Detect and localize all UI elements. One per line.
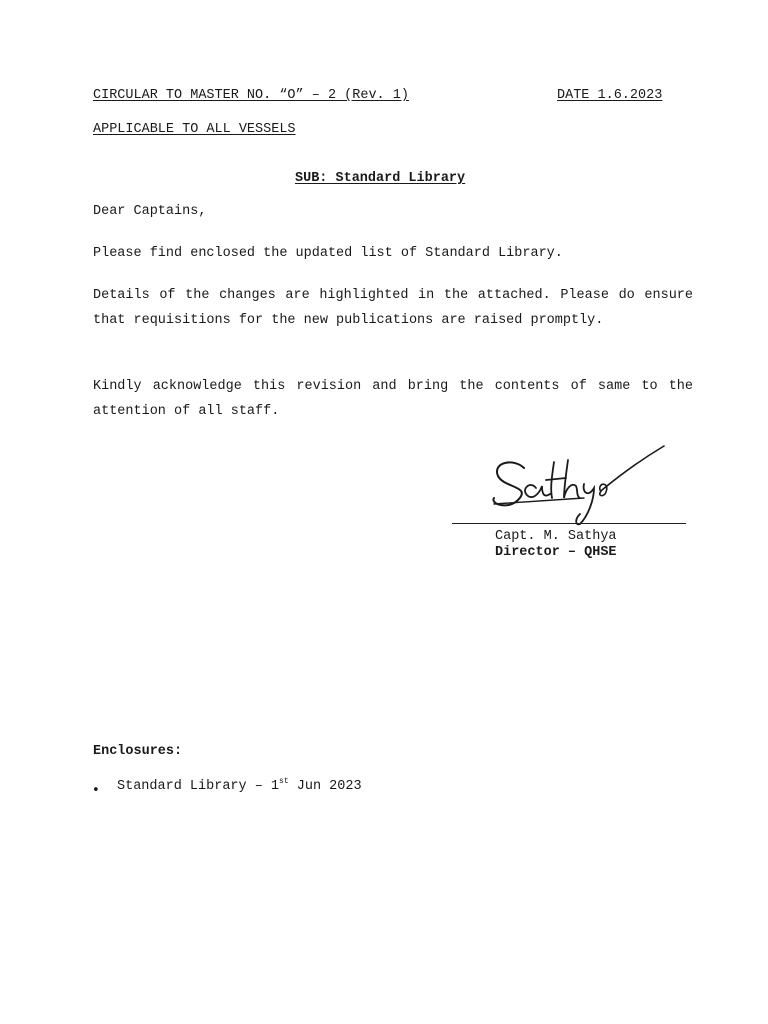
- signatory-name: Capt. M. Sathya: [495, 529, 617, 544]
- applicability-line: APPLICABLE TO ALL VESSELS: [93, 122, 296, 137]
- body-paragraph-3: Kindly acknowledge this revision and bring the contents of same to the attention of all staff.: [93, 379, 693, 419]
- signatory-title: Director – QHSE: [495, 545, 617, 560]
- salutation: Dear Captains,: [93, 204, 207, 219]
- subject-line: SUB: Standard Library: [295, 171, 466, 186]
- circular-number: CIRCULAR TO MASTER NO. “O” – 2 (Rev. 1): [93, 88, 409, 103]
- enclosure-item: [117, 779, 362, 794]
- enclosure-item-date: Jun 2023: [288, 779, 362, 794]
- bullet-icon: •: [92, 783, 100, 798]
- enclosure-item-ordinal: st: [279, 777, 289, 786]
- body-paragraph-2: Details of the changes are highlighted in the attached. Please do ensure that requisitions for the new publications are raised promptly.: [93, 288, 693, 328]
- signature-line: [452, 523, 686, 524]
- body-paragraph-1: Please find enclosed the updated list of Standard Library.: [93, 246, 563, 261]
- circular-date: DATE 1.6.2023: [557, 88, 663, 103]
- enclosure-item-text: Standard Library – 1: [117, 779, 280, 794]
- handwritten-signature: [484, 440, 674, 530]
- enclosures-heading: Enclosures:: [93, 744, 183, 759]
